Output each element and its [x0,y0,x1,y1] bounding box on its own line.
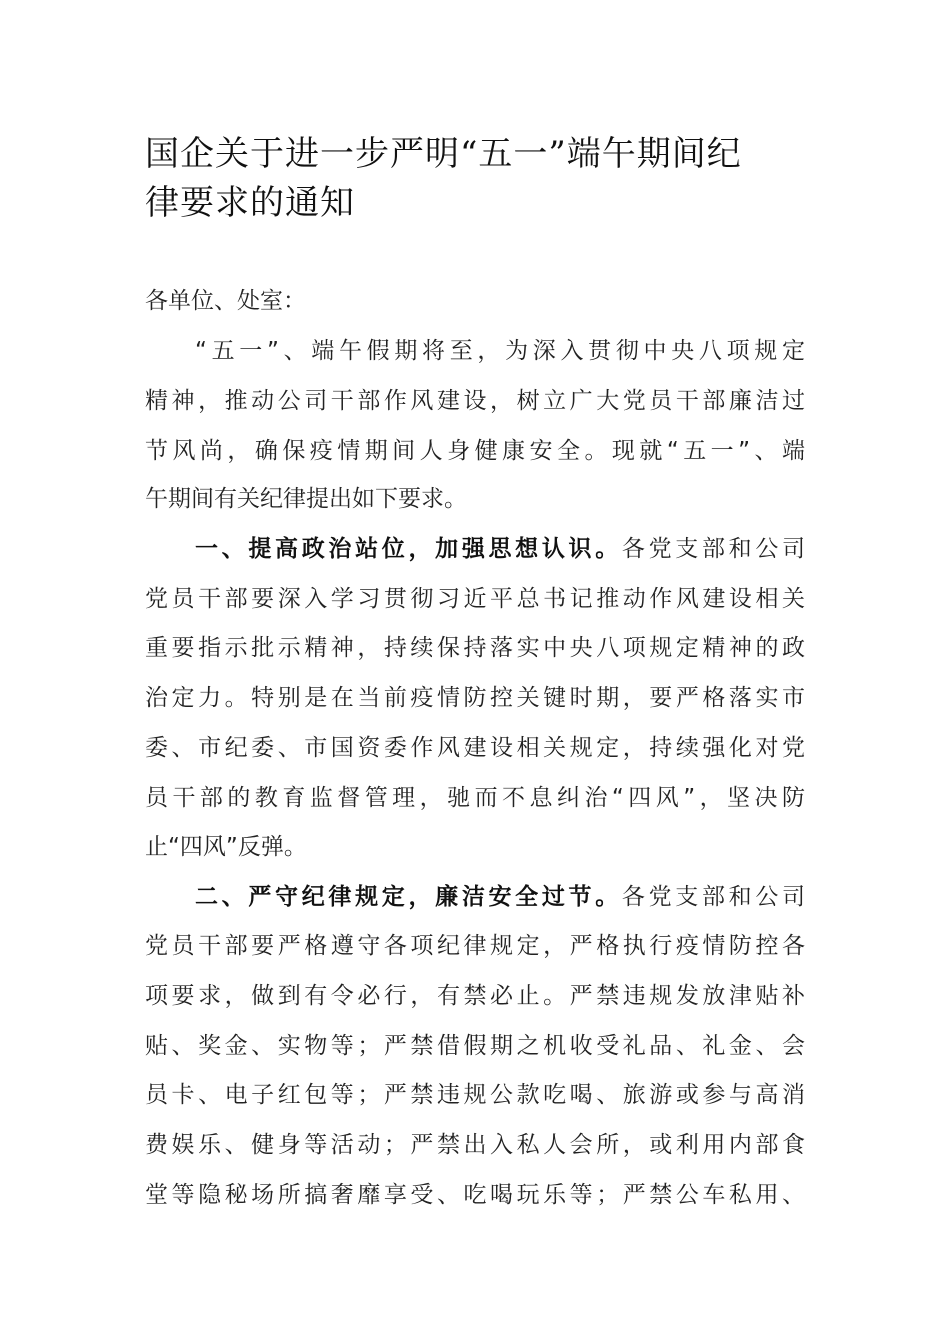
section1-first-line-rest: 各党支部和公司 [621,536,806,562]
section1-line: 委、市纪委、市国资委作风建设相关规定，持续强化对党 [145,735,805,761]
section1-line: 治定力。特别是在当前疫情防控关键时期，要严格落实市 [145,685,805,711]
section1-heading: 一、提高政治站位，加强思想认识。 [195,536,622,562]
section1-line: 止“四风”反弹。 [145,834,307,860]
intro-line: 午期间有关纪律提出如下要求。 [145,486,467,512]
section2-heading: 二、严守纪律规定，廉洁安全过节。 [195,884,622,910]
section1-line: 重要指示批示精神，持续保持落实中央八项规定精神的政 [145,635,805,661]
section1-line: 党员干部要深入学习贯彻习近平总书记推动作风建设相关 [145,586,805,612]
document-title-line-2: 律要求的通知 [145,183,355,223]
section2-line: 项要求，做到有令必行，有禁必止。严禁违规发放津贴补 [145,983,805,1009]
intro-line: 精神，推动公司干部作风建设，树立广大党员干部廉洁过 [145,388,805,414]
section2-first-line [195,882,805,912]
intro-line: “五一”、端午假期将至，为深入贯彻中央八项规定 [195,338,805,364]
section2-line: 堂等隐秘场所搞奢靡享受、吃喝玩乐等；严禁公车私用、 [145,1182,805,1208]
section2-line: 党员干部要严格遵守各项纪律规定，严格执行疫情防控各 [145,933,805,959]
section2-line: 费娱乐、健身等活动；严禁出入私人会所，或利用内部食 [145,1132,805,1158]
salutation: 各单位、处室： [145,288,306,314]
document-title-line-1: 国企关于进一步严明“五一”端午期间纪 [145,134,742,174]
section2-first-line-rest: 各党支部和公司 [621,884,806,910]
intro-line: 节风尚，确保疫情期间人身健康安全。现就“五一”、端 [145,438,805,464]
section1-line: 员干部的教育监督管理，驰而不息纠治“四风”，坚决防 [145,785,805,811]
section1-first-line [195,534,805,564]
section2-line: 贴、奖金、实物等；严禁借假期之机收受礼品、礼金、会 [145,1033,805,1059]
section2-line: 员卡、电子红包等；严禁违规公款吃喝、旅游或参与高消 [145,1082,805,1108]
